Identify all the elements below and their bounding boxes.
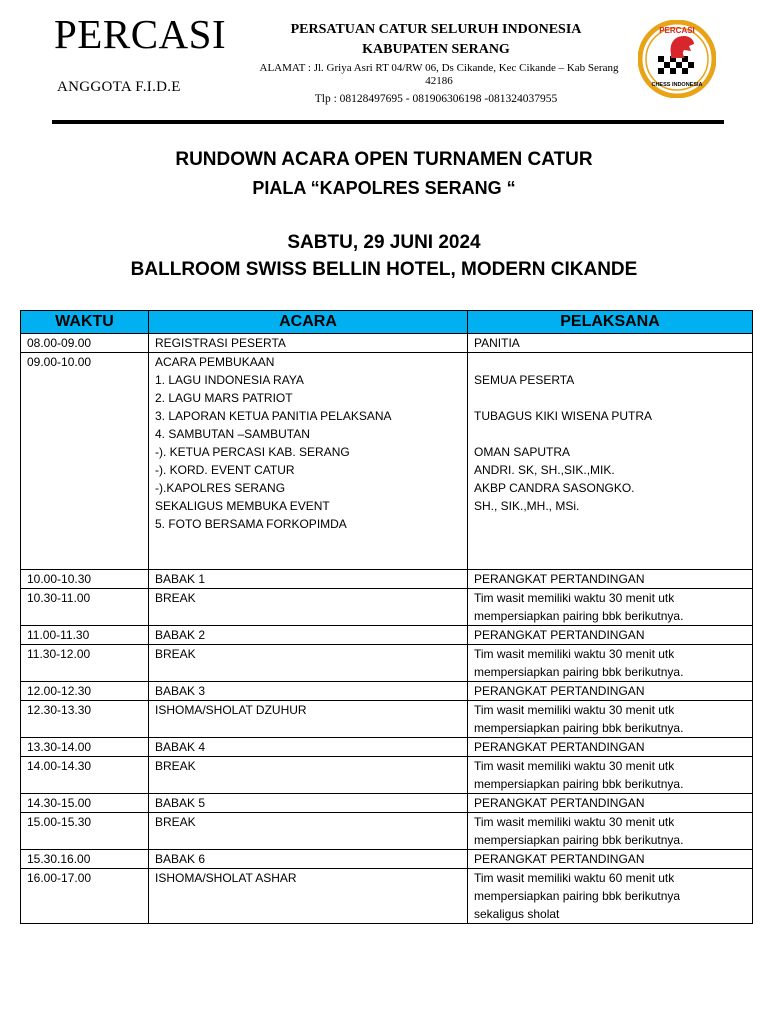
pelaksana-cell bbox=[468, 645, 753, 682]
acara-cell-line: ISHOMA/SHOLAT DZUHUR bbox=[155, 703, 307, 717]
time-cell: 14.00-14.30 bbox=[21, 757, 149, 794]
pelaksana-cell-line bbox=[474, 425, 746, 443]
acara-cell-line bbox=[155, 533, 461, 551]
rundown-table bbox=[20, 310, 753, 924]
acara-cell bbox=[149, 738, 468, 757]
pelaksana-cell bbox=[468, 738, 753, 757]
acara-cell-line: 3. LAPORAN KETUA PANITIA PELAKSANA bbox=[155, 409, 392, 423]
pelaksana-cell-line: Tim wasit memiliki waktu 30 menit utk bbox=[474, 815, 675, 829]
time-cell: 09.00-10.00 bbox=[21, 353, 149, 570]
pelaksana-cell bbox=[468, 682, 753, 701]
svg-text:PERCASI: PERCASI bbox=[659, 26, 695, 35]
acara-cell-line: ISHOMA/SHOLAT ASHAR bbox=[155, 871, 297, 885]
table-row bbox=[21, 682, 753, 701]
acara-cell-line: -).KAPOLRES SERANG bbox=[155, 481, 286, 495]
time-cell: 12.00-12.30 bbox=[21, 682, 149, 701]
pelaksana-cell-line: mempersiapkan pairing bbk berikutnya. bbox=[474, 777, 684, 791]
time-cell: 08.00-09.00 bbox=[21, 334, 149, 353]
header-acara: ACARA bbox=[149, 311, 468, 334]
acara-cell-line: BABAK 1 bbox=[155, 572, 206, 586]
pelaksana-cell-line: PERANGKAT PERTANDINGAN bbox=[474, 740, 645, 754]
acara-cell-line: BABAK 6 bbox=[155, 852, 206, 866]
letterhead-address: ALAMAT : Jl. Griya Asri RT 04/RW 06, Ds Cikande, Kec Cikande – Kab Serang 42186 bbox=[259, 62, 619, 87]
table-row bbox=[21, 794, 753, 813]
acara-cell bbox=[149, 353, 468, 570]
letterhead-line2: KABUPATEN SERANG bbox=[362, 42, 510, 57]
acara-cell bbox=[149, 626, 468, 645]
acara-cell-line: REGISTRASI PESERTA bbox=[155, 336, 286, 350]
header-pelaksana: PELAKSANA bbox=[468, 311, 753, 334]
letterhead-phone: Tlp : 08128497695 - 081906306198 -081324037955 bbox=[314, 93, 558, 105]
pelaksana-cell bbox=[468, 850, 753, 869]
header-divider bbox=[52, 120, 724, 124]
pelaksana-cell-line: Tim wasit memiliki waktu 30 menit utk bbox=[474, 759, 675, 773]
pelaksana-cell bbox=[468, 869, 753, 924]
pelaksana-cell-line: SEMUA PESERTA bbox=[474, 373, 575, 387]
pelaksana-cell-line: ANDRI. SK, SH.,SIK.,MIK. bbox=[474, 463, 615, 477]
acara-cell-line: BABAK 4 bbox=[155, 740, 206, 754]
acara-cell bbox=[149, 334, 468, 353]
pelaksana-cell-line: PERANGKAT PERTANDINGAN bbox=[474, 684, 645, 698]
pelaksana-cell bbox=[468, 570, 753, 589]
acara-cell-line: BREAK bbox=[155, 647, 196, 661]
pelaksana-cell-line: sekaligus sholat bbox=[474, 907, 560, 921]
time-cell: 11.00-11.30 bbox=[21, 626, 149, 645]
acara-cell bbox=[149, 813, 468, 850]
acara-cell bbox=[149, 645, 468, 682]
percasi-logo-icon bbox=[638, 20, 716, 98]
acara-cell bbox=[149, 570, 468, 589]
pelaksana-cell-line: AKBP CANDRA SASONGKO. bbox=[474, 481, 635, 495]
pelaksana-cell bbox=[468, 589, 753, 626]
pelaksana-cell-line: PERANGKAT PERTANDINGAN bbox=[474, 572, 645, 586]
time-cell: 12.30-13.30 bbox=[21, 701, 149, 738]
pelaksana-cell-line: PANITIA bbox=[474, 336, 520, 350]
doc-subtitle: PIALA “KAPOLRES SERANG “ bbox=[252, 178, 516, 198]
table-row bbox=[21, 701, 753, 738]
acara-cell-line bbox=[155, 551, 461, 569]
acara-cell-line: BABAK 5 bbox=[155, 796, 206, 810]
org-subtitle: ANGGOTA F.I.D.E bbox=[57, 79, 181, 95]
doc-title: RUNDOWN ACARA OPEN TURNAMEN CATUR bbox=[175, 149, 593, 170]
acara-cell-line: -). KETUA PERCASI KAB. SERANG bbox=[155, 445, 350, 459]
letterhead-line1: PERSATUAN CATUR SELURUH INDONESIA bbox=[290, 22, 582, 37]
time-cell: 13.30-14.00 bbox=[21, 738, 149, 757]
pelaksana-cell-line: Tim wasit memiliki waktu 30 menit utk bbox=[474, 703, 675, 717]
pelaksana-cell bbox=[468, 757, 753, 794]
table-row bbox=[21, 869, 753, 924]
table-row bbox=[21, 570, 753, 589]
header-waktu: WAKTU bbox=[21, 311, 149, 334]
pelaksana-cell bbox=[468, 353, 753, 570]
time-cell: 10.30-11.00 bbox=[21, 589, 149, 626]
pelaksana-cell-line: Tim wasit memiliki waktu 30 menit utk bbox=[474, 647, 675, 661]
pelaksana-cell-line bbox=[474, 551, 746, 569]
table-row bbox=[21, 813, 753, 850]
pelaksana-cell-line bbox=[474, 353, 746, 371]
time-cell: 14.30-15.00 bbox=[21, 794, 149, 813]
acara-cell bbox=[149, 701, 468, 738]
acara-cell-line: 4. SAMBUTAN –SAMBUTAN bbox=[155, 427, 310, 441]
acara-cell-line: BABAK 3 bbox=[155, 684, 206, 698]
pelaksana-cell-line: PERANGKAT PERTANDINGAN bbox=[474, 628, 645, 642]
pelaksana-cell-line: OMAN SAPUTRA bbox=[474, 445, 571, 459]
table-row bbox=[21, 626, 753, 645]
time-cell: 11.30-12.00 bbox=[21, 645, 149, 682]
table-row bbox=[21, 645, 753, 682]
table-header-row bbox=[21, 311, 753, 334]
pelaksana-cell-line bbox=[474, 515, 746, 533]
time-cell: 10.00-10.30 bbox=[21, 570, 149, 589]
pelaksana-cell bbox=[468, 794, 753, 813]
table-row bbox=[21, 353, 753, 570]
acara-cell bbox=[149, 589, 468, 626]
pelaksana-cell bbox=[468, 626, 753, 645]
time-cell: 16.00-17.00 bbox=[21, 869, 149, 924]
event-venue: BALLROOM SWISS BELLIN HOTEL, MODERN CIKANDE bbox=[130, 259, 638, 280]
pelaksana-cell-line: mempersiapkan pairing bbk berikutnya bbox=[474, 889, 681, 903]
pelaksana-cell-line: SH., SIK.,MH., MSi. bbox=[474, 499, 580, 513]
pelaksana-cell-line: mempersiapkan pairing bbk berikutnya. bbox=[474, 833, 684, 847]
acara-cell bbox=[149, 850, 468, 869]
table-row bbox=[21, 757, 753, 794]
svg-text:CHESS INDONESIA: CHESS INDONESIA bbox=[651, 82, 703, 88]
acara-cell-line: BREAK bbox=[155, 815, 196, 829]
pelaksana-cell bbox=[468, 701, 753, 738]
pelaksana-cell-line bbox=[474, 389, 746, 407]
acara-cell-line: BABAK 2 bbox=[155, 628, 206, 642]
time-cell: 15.00-15.30 bbox=[21, 813, 149, 850]
pelaksana-cell-line: PERANGKAT PERTANDINGAN bbox=[474, 796, 645, 810]
table-row bbox=[21, 850, 753, 869]
table-row bbox=[21, 738, 753, 757]
acara-cell bbox=[149, 757, 468, 794]
acara-cell-line: 1. LAGU INDONESIA RAYA bbox=[155, 373, 304, 387]
event-date: SABTU, 29 JUNI 2024 bbox=[287, 232, 481, 253]
pelaksana-cell-line: mempersiapkan pairing bbk berikutnya. bbox=[474, 665, 684, 679]
acara-cell bbox=[149, 869, 468, 924]
acara-cell-line: -). KORD. EVENT CATUR bbox=[155, 463, 295, 477]
pelaksana-cell-line: mempersiapkan pairing bbk berikutnya. bbox=[474, 609, 684, 623]
time-cell: 15.30.16.00 bbox=[21, 850, 149, 869]
table-row bbox=[21, 334, 753, 353]
pelaksana-cell bbox=[468, 334, 753, 353]
acara-cell-line: ACARA PEMBUKAAN bbox=[155, 355, 275, 369]
pelaksana-cell bbox=[468, 813, 753, 850]
pelaksana-cell-line: TUBAGUS KIKI WISENA PUTRA bbox=[474, 409, 653, 423]
acara-cell bbox=[149, 682, 468, 701]
acara-cell-line: BREAK bbox=[155, 759, 196, 773]
pelaksana-cell-line: PERANGKAT PERTANDINGAN bbox=[474, 852, 645, 866]
pelaksana-cell-line: Tim wasit memiliki waktu 60 menit utk bbox=[474, 871, 675, 885]
acara-cell-line: BREAK bbox=[155, 591, 196, 605]
pelaksana-cell-line bbox=[474, 533, 746, 551]
acara-cell-line: SEKALIGUS MEMBUKA EVENT bbox=[155, 499, 330, 513]
pelaksana-cell-line: mempersiapkan pairing bbk berikutnya. bbox=[474, 721, 684, 735]
org-name: PERCASI bbox=[54, 11, 227, 57]
acara-cell-line: 2. LAGU MARS PATRIOT bbox=[155, 391, 293, 405]
table-body bbox=[21, 334, 753, 924]
pelaksana-cell-line: Tim wasit memiliki waktu 30 menit utk bbox=[474, 591, 675, 605]
acara-cell-line: 5. FOTO BERSAMA FORKOPIMDA bbox=[155, 517, 347, 531]
letterhead bbox=[240, 20, 632, 107]
table-row bbox=[21, 589, 753, 626]
acara-cell bbox=[149, 794, 468, 813]
